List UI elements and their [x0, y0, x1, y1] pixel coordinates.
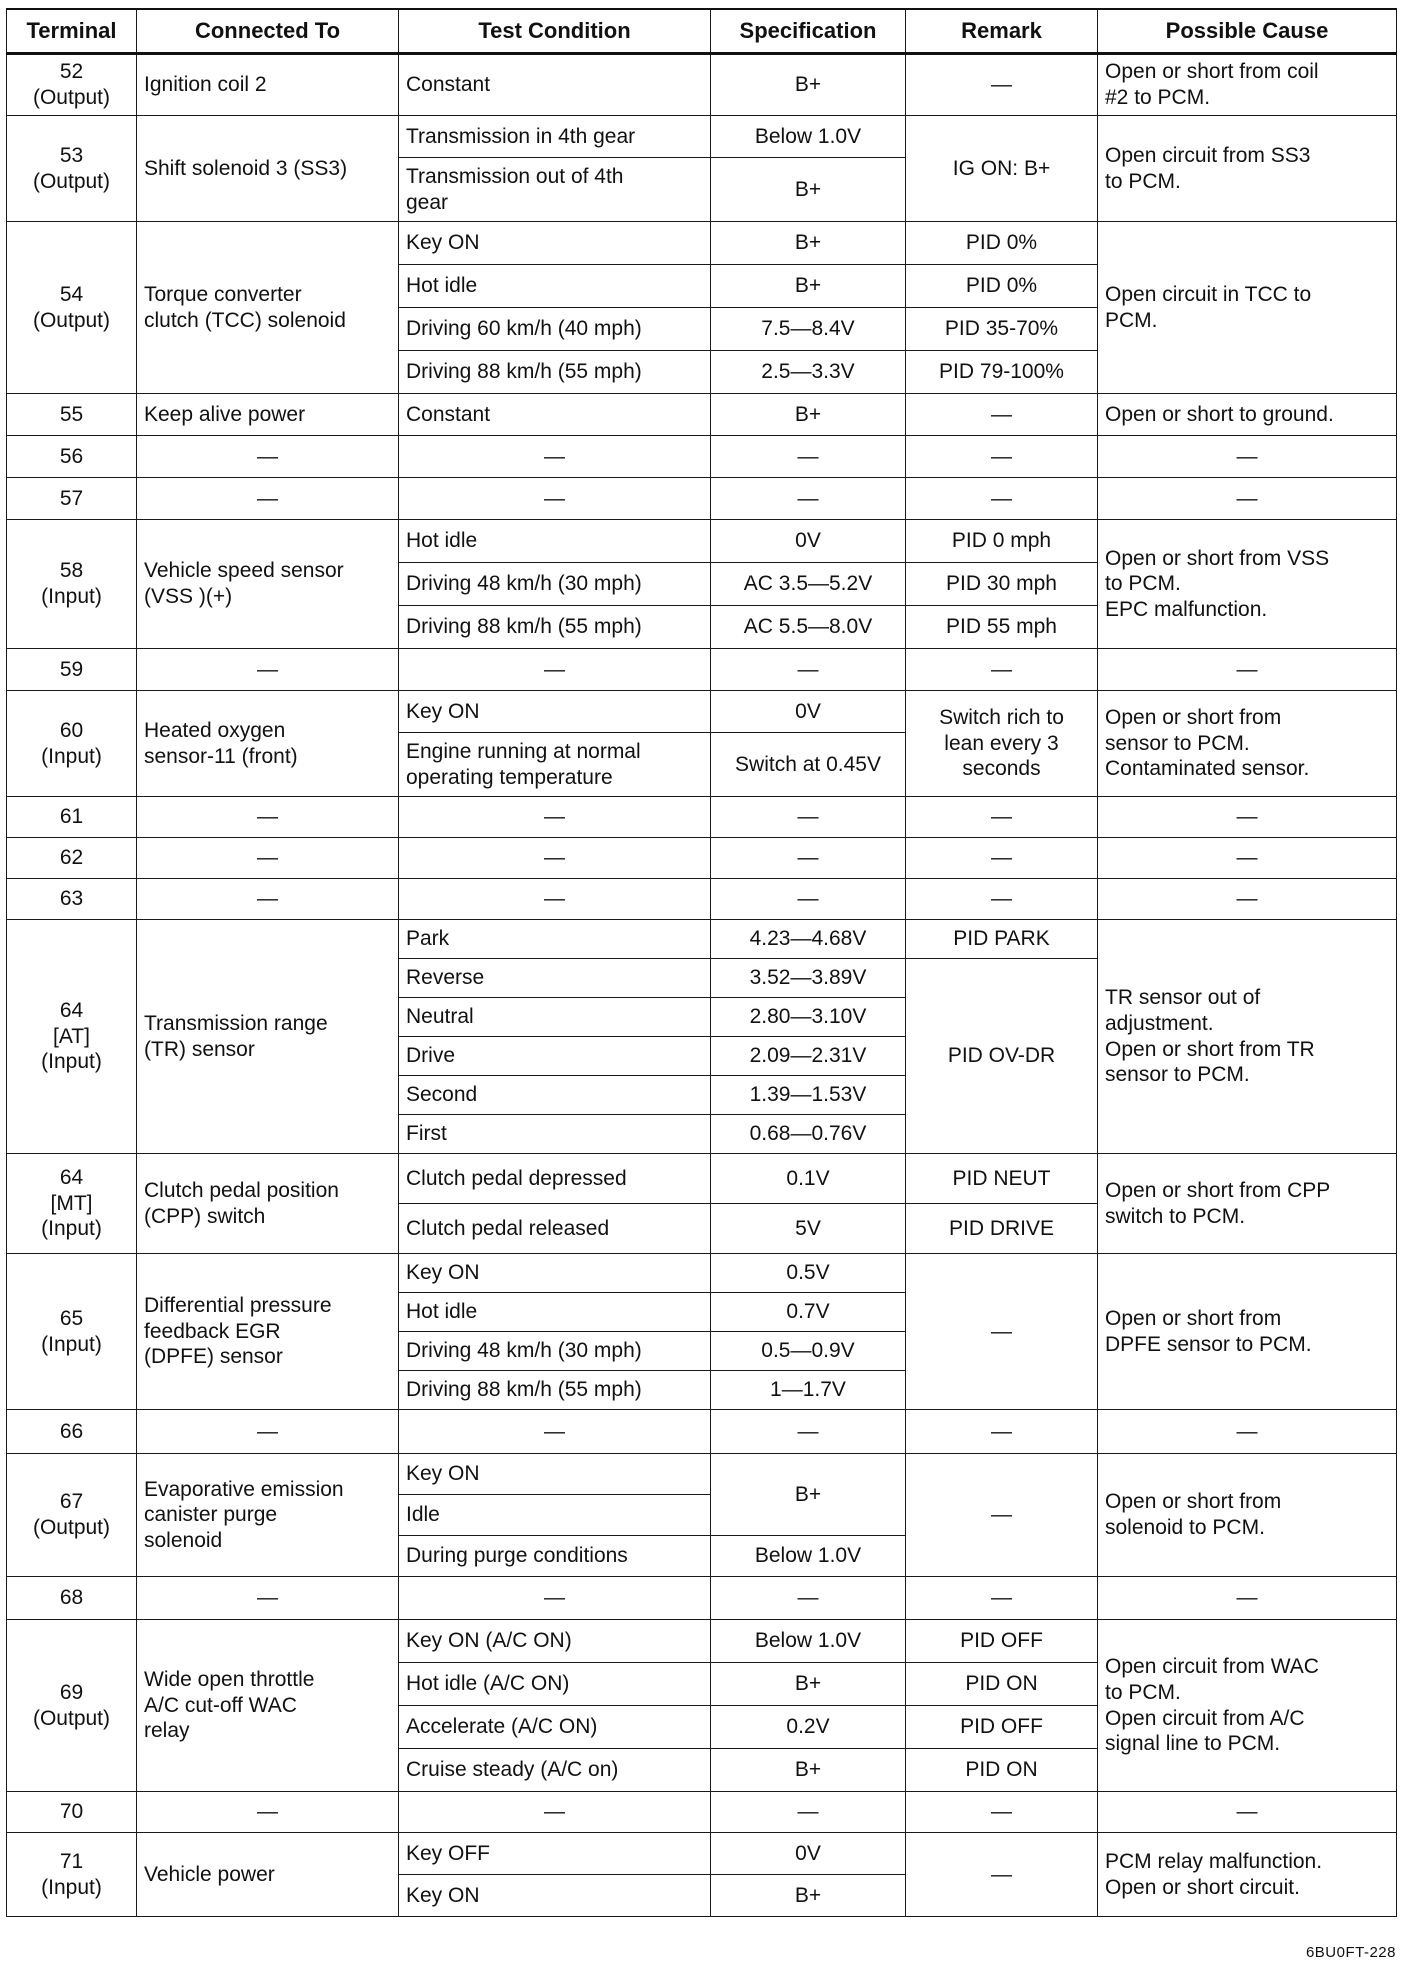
terminal-cell: 63 [7, 879, 137, 920]
cause-cell [1098, 54, 1397, 116]
cause-line: TR sensor out of [1105, 986, 1261, 1010]
terminal-cell [7, 691, 137, 797]
terminal-type: (Output) [32, 1706, 111, 1730]
spec-cell: 2.5—3.3V [711, 351, 906, 394]
cause-cell: — [1098, 478, 1397, 520]
spec-cell: Below 1.0V [711, 1620, 906, 1663]
terminal-cell: 59 [7, 649, 137, 691]
condition-cell: Second [399, 1076, 711, 1115]
terminal-cell: 55 [7, 394, 137, 436]
condition-cell: First [399, 1115, 711, 1154]
terminal-cell: 62 [7, 838, 137, 879]
cause-cell [1098, 1154, 1397, 1254]
remark-cell: PID OFF [906, 1706, 1098, 1749]
condition-line: gear [406, 190, 449, 214]
remark-cell: PID 0 mph [906, 520, 1098, 563]
spec-cell: B+ [711, 1875, 906, 1917]
connected-cell: — [137, 797, 399, 838]
condition-cell: — [399, 436, 711, 478]
condition-cell: Transmission in 4th gear [399, 116, 711, 158]
condition-cell: Hot idle [399, 265, 711, 308]
condition-cell: Driving 88 km/h (55 mph) [399, 351, 711, 394]
cause-cell [1098, 520, 1397, 649]
spec-cell: 1.39—1.53V [711, 1076, 906, 1115]
terminal-number: 71 [59, 1849, 84, 1873]
table-row-60 [7, 691, 1397, 733]
terminal-type: (Output) [32, 308, 111, 332]
connected-line: Differential pressure [144, 1294, 332, 1318]
table-row-55 [7, 394, 1397, 436]
cause-cell [1098, 920, 1397, 1154]
terminal-cell [7, 54, 137, 116]
remark-cell: PID OFF [906, 1620, 1098, 1663]
cause-line: adjustment. [1105, 1011, 1214, 1035]
spec-cell: B+ [711, 54, 906, 116]
table-row-70 [7, 1792, 1397, 1833]
connected-cell: — [137, 649, 399, 691]
cause-cell: — [1098, 436, 1397, 478]
cause-line: to PCM. [1105, 169, 1181, 193]
remark-line: Switch rich to [939, 706, 1064, 730]
cause-line: to PCM. [1105, 1680, 1181, 1704]
remark-cell: — [906, 649, 1098, 691]
cause-line: Open circuit from SS3 [1105, 143, 1311, 167]
condition-cell: Idle [399, 1495, 711, 1536]
condition-cell: Constant [399, 54, 711, 116]
cause-cell [1098, 1454, 1397, 1577]
cause-line: Contaminated sensor. [1105, 757, 1310, 781]
spec-cell: Switch at 0.45V [711, 733, 906, 797]
connected-line: Evaporative emission [144, 1477, 344, 1501]
spec-cell: B+ [711, 222, 906, 265]
connected-line: Wide open throttle [144, 1668, 315, 1692]
spec-cell: B+ [711, 394, 906, 436]
cause-line: signal line to PCM. [1105, 1732, 1281, 1756]
condition-cell: During purge conditions [399, 1536, 711, 1577]
spec-cell: 7.5—8.4V [711, 308, 906, 351]
terminal-type: (Input) [41, 1332, 102, 1356]
cause-line: PCM. [1105, 308, 1158, 332]
spec-cell: 0V [711, 691, 906, 733]
remark-cell: — [906, 394, 1098, 436]
cause-line: Open circuit in TCC to [1105, 282, 1312, 306]
terminal-cell [7, 520, 137, 649]
connected-line: feedback EGR [144, 1319, 281, 1343]
table-row-64at [7, 920, 1397, 959]
terminal-variant: [AT] [53, 1024, 90, 1048]
cause-cell: — [1098, 879, 1397, 920]
condition-cell: Neutral [399, 998, 711, 1037]
remark-cell: — [906, 1792, 1098, 1833]
cause-line: to PCM. [1105, 572, 1181, 596]
condition-cell: Hot idle [399, 1293, 711, 1332]
condition-cell: Reverse [399, 959, 711, 998]
connected-cell [137, 1254, 399, 1410]
condition-cell: Key ON [399, 222, 711, 265]
connected-cell: — [137, 1577, 399, 1620]
pcm-terminal-table [6, 8, 1397, 1917]
spec-cell: 1—1.7V [711, 1371, 906, 1410]
header-row [7, 9, 1397, 54]
remark-line: seconds [962, 757, 1041, 781]
spec-cell: 0.2V [711, 1706, 906, 1749]
terminal-cell: 66 [7, 1410, 137, 1454]
spec-cell: — [711, 838, 906, 879]
terminal-cell [7, 1254, 137, 1410]
connected-cell: Vehicle power [137, 1833, 399, 1917]
connected-line: Vehicle speed sensor [144, 559, 344, 583]
connected-line: solenoid [144, 1528, 223, 1552]
condition-cell [399, 733, 711, 797]
condition-cell: Key ON [399, 1875, 711, 1917]
connected-line: Transmission range [144, 1011, 328, 1035]
table-row-65 [7, 1254, 1397, 1293]
terminal-type: (Output) [32, 1516, 111, 1539]
remark-cell: — [906, 1254, 1098, 1410]
remark-cell: PID 30 mph [906, 563, 1098, 606]
spec-cell: 4.23—4.68V [711, 920, 906, 959]
remark-cell: PID PARK [906, 920, 1098, 959]
connected-cell [137, 691, 399, 797]
connected-cell: — [137, 1410, 399, 1454]
condition-cell: Driving 88 km/h (55 mph) [399, 1371, 711, 1410]
spec-cell: B+ [711, 1663, 906, 1706]
spec-cell: — [711, 649, 906, 691]
remark-cell: — [906, 1454, 1098, 1577]
condition-cell: — [399, 879, 711, 920]
connected-cell: Shift solenoid 3 (SS3) [137, 116, 399, 222]
terminal-number: 65 [59, 1306, 84, 1330]
cause-line: Open or short from [1105, 706, 1282, 730]
terminal-cell [7, 222, 137, 394]
connected-line: (DPFE) sensor [144, 1345, 283, 1369]
table-row-61 [7, 797, 1397, 838]
spec-cell: — [711, 1410, 906, 1454]
spec-cell: Below 1.0V [711, 116, 906, 158]
remark-cell: — [906, 54, 1098, 116]
terminal-number: 54 [59, 282, 84, 306]
condition-cell [399, 158, 711, 222]
connected-cell: — [137, 478, 399, 520]
connected-cell: Keep alive power [137, 394, 399, 436]
remark-cell: PID 0% [906, 222, 1098, 265]
condition-cell: Driving 48 km/h (30 mph) [399, 1332, 711, 1371]
table-row-64mt [7, 1154, 1397, 1204]
condition-cell: — [399, 838, 711, 879]
terminal-type: (Input) [41, 1875, 102, 1899]
terminal-number: 67 [59, 1490, 84, 1514]
connected-line: relay [144, 1719, 190, 1743]
cause-cell: — [1098, 649, 1397, 691]
remark-line: lean every 3 [944, 731, 1059, 755]
terminal-type: (Input) [41, 1050, 102, 1074]
remark-cell: — [906, 1577, 1098, 1620]
connected-line: Torque converter [144, 282, 302, 306]
spec-cell: AC 5.5—8.0V [711, 606, 906, 649]
cause-cell: — [1098, 797, 1397, 838]
header-connected-to: Connected To [137, 9, 399, 54]
spec-cell: 0V [711, 520, 906, 563]
cause-cell: — [1098, 1410, 1397, 1454]
terminal-cell [7, 1833, 137, 1917]
remark-cell: — [906, 1410, 1098, 1454]
remark-cell [906, 691, 1098, 797]
terminal-cell: 57 [7, 478, 137, 520]
condition-cell: Key ON (A/C ON) [399, 1620, 711, 1663]
condition-cell: Constant [399, 394, 711, 436]
spec-cell: B+ [711, 265, 906, 308]
connected-cell [137, 1454, 399, 1577]
connected-cell: — [137, 879, 399, 920]
terminal-type: (Input) [41, 1217, 102, 1241]
condition-cell: Driving 60 km/h (40 mph) [399, 308, 711, 351]
spec-cell: 0V [711, 1833, 906, 1875]
condition-cell: — [399, 1577, 711, 1620]
spec-cell: 0.5V [711, 1254, 906, 1293]
connected-line: clutch (TCC) solenoid [144, 308, 346, 332]
table-row-62 [7, 838, 1397, 879]
spec-cell: Below 1.0V [711, 1536, 906, 1577]
connected-line: (CPP) switch [144, 1204, 266, 1228]
table-row-53 [7, 116, 1397, 158]
spec-cell: 0.1V [711, 1154, 906, 1204]
spec-cell: 0.68—0.76V [711, 1115, 906, 1154]
figure-code: 6BU0FT-228 [1305, 1944, 1396, 1961]
terminal-variant: [MT] [50, 1191, 93, 1215]
cause-line: Open circuit from WAC [1105, 1655, 1319, 1679]
remark-cell: — [906, 879, 1098, 920]
connected-cell: — [137, 436, 399, 478]
terminal-cell: 70 [7, 1792, 137, 1833]
spec-cell: — [711, 1577, 906, 1620]
connected-cell [137, 1620, 399, 1792]
spec-cell: 5V [711, 1204, 906, 1254]
condition-cell: Park [399, 920, 711, 959]
terminal-cell: 61 [7, 797, 137, 838]
condition-cell: — [399, 1410, 711, 1454]
condition-cell: Key OFF [399, 1833, 711, 1875]
table-row-69 [7, 1620, 1397, 1663]
terminal-cell: 68 [7, 1577, 137, 1620]
header-remark: Remark [906, 9, 1098, 54]
condition-cell: — [399, 797, 711, 838]
terminal-type: (Input) [41, 744, 102, 768]
remark-cell: PID NEUT [906, 1154, 1098, 1204]
spec-cell: 2.80—3.10V [711, 998, 906, 1037]
spec-cell: 0.5—0.9V [711, 1332, 906, 1371]
connected-cell: — [137, 838, 399, 879]
remark-cell: IG ON: B+ [906, 116, 1098, 222]
cause-line: Open or short from [1105, 1490, 1282, 1514]
cause-line: DPFE sensor to PCM. [1105, 1332, 1312, 1356]
condition-cell: Key ON [399, 1254, 711, 1293]
condition-line: Engine running at normal [406, 739, 641, 763]
condition-cell: — [399, 649, 711, 691]
connected-line: canister purge [144, 1503, 278, 1527]
condition-cell: — [399, 478, 711, 520]
cause-cell [1098, 1833, 1397, 1917]
spec-cell: B+ [711, 158, 906, 222]
spec-cell: 0.7V [711, 1293, 906, 1332]
spec-cell: 2.09—2.31V [711, 1037, 906, 1076]
spec-cell: — [711, 879, 906, 920]
cause-cell: Open or short to ground. [1098, 394, 1397, 436]
cause-cell: — [1098, 838, 1397, 879]
connected-line: Heated oxygen [144, 718, 286, 742]
remark-cell: PID DRIVE [906, 1204, 1098, 1254]
condition-cell: Hot idle [399, 520, 711, 563]
cause-line: sensor to PCM. [1105, 731, 1250, 755]
cause-cell [1098, 222, 1397, 394]
spec-cell: B+ [711, 1749, 906, 1792]
table-row-63 [7, 879, 1397, 920]
connected-line: sensor-11 (front) [144, 744, 298, 768]
condition-cell: Accelerate (A/C ON) [399, 1706, 711, 1749]
connected-line: (TR) sensor [144, 1037, 255, 1061]
cause-line: Open or short from [1105, 1306, 1282, 1330]
connected-line: (VSS )(+) [144, 585, 233, 608]
spec-cell: AC 3.5—5.2V [711, 563, 906, 606]
table-row-66 [7, 1410, 1397, 1454]
connected-cell [137, 1154, 399, 1254]
remark-cell: — [906, 838, 1098, 879]
remark-cell: PID 55 mph [906, 606, 1098, 649]
terminal-type: (Input) [41, 585, 102, 608]
condition-cell: Drive [399, 1037, 711, 1076]
table-row-71 [7, 1833, 1397, 1875]
remark-cell: — [906, 1833, 1098, 1917]
cause-cell: — [1098, 1792, 1397, 1833]
terminal-number: 64 [59, 1166, 84, 1190]
connected-line: Clutch pedal position [144, 1178, 339, 1202]
terminal-number: 69 [59, 1680, 84, 1704]
table-row-56 [7, 436, 1397, 478]
cause-line: #2 to PCM. [1105, 86, 1211, 109]
cause-cell: — [1098, 1577, 1397, 1620]
terminal-number: 52 [59, 60, 84, 84]
remark-cell: — [906, 797, 1098, 838]
terminal-cell [7, 1454, 137, 1577]
condition-cell: Driving 48 km/h (30 mph) [399, 563, 711, 606]
spec-cell: — [711, 1792, 906, 1833]
spec-cell: 3.52—3.89V [711, 959, 906, 998]
terminal-number: 60 [59, 718, 84, 742]
cause-line: Open or short circuit. [1105, 1875, 1300, 1899]
pcm-terminal-spec-sheet [6, 8, 1396, 1917]
header-terminal: Terminal [7, 9, 137, 54]
terminal-cell [7, 1620, 137, 1792]
spec-cell: — [711, 478, 906, 520]
cause-line: sensor to PCM. [1105, 1063, 1250, 1087]
cause-line: Open or short from CPP [1105, 1178, 1331, 1202]
connected-cell [137, 920, 399, 1154]
spec-cell: — [711, 797, 906, 838]
table-row-57 [7, 478, 1397, 520]
table-row-67 [7, 1454, 1397, 1495]
remark-cell: PID 35-70% [906, 308, 1098, 351]
header-possible-cause: Possible Cause [1098, 9, 1397, 54]
cause-cell [1098, 116, 1397, 222]
cause-cell [1098, 1620, 1397, 1792]
terminal-cell: 56 [7, 436, 137, 478]
cause-cell [1098, 691, 1397, 797]
connected-cell [137, 222, 399, 394]
remark-cell: PID ON [906, 1749, 1098, 1792]
condition-cell: Driving 88 km/h (55 mph) [399, 606, 711, 649]
condition-cell: — [399, 1792, 711, 1833]
terminal-number: 58 [59, 559, 84, 583]
cause-line: PCM relay malfunction. [1105, 1849, 1323, 1873]
cause-line: solenoid to PCM. [1105, 1516, 1265, 1539]
remark-cell: — [906, 478, 1098, 520]
cause-cell [1098, 1254, 1397, 1410]
remark-cell: PID ON [906, 1663, 1098, 1706]
connected-cell: Ignition coil 2 [137, 54, 399, 116]
table-row-54 [7, 222, 1397, 265]
remark-cell: PID 79-100% [906, 351, 1098, 394]
header-specification: Specification [711, 9, 906, 54]
condition-cell: Clutch pedal depressed [399, 1154, 711, 1204]
cause-line: switch to PCM. [1105, 1204, 1246, 1228]
terminal-cell [7, 116, 137, 222]
remark-cell: PID OV-DR [906, 959, 1098, 1154]
connected-line: A/C cut-off WAC [144, 1693, 297, 1717]
condition-line: operating temperature [406, 765, 613, 789]
connected-cell: — [137, 1792, 399, 1833]
spec-cell: B+ [711, 1454, 906, 1536]
terminal-number: 64 [59, 999, 84, 1023]
cause-line: Open or short from coil [1105, 60, 1319, 84]
terminal-type: (Output) [32, 86, 111, 109]
terminal-cell [7, 1154, 137, 1254]
condition-cell: Key ON [399, 1454, 711, 1495]
condition-cell: Key ON [399, 691, 711, 733]
remark-cell: — [906, 436, 1098, 478]
cause-line: Open or short from TR [1105, 1037, 1315, 1061]
spec-cell: — [711, 436, 906, 478]
header-test-condition: Test Condition [399, 9, 711, 54]
cause-line: Open circuit from A/C [1105, 1706, 1305, 1730]
condition-cell: Clutch pedal released [399, 1204, 711, 1254]
cause-line: EPC malfunction. [1105, 597, 1268, 621]
condition-line: Transmission out of 4th [406, 164, 624, 188]
terminal-type: (Output) [32, 169, 111, 193]
table-row-58 [7, 520, 1397, 563]
table-row-68 [7, 1577, 1397, 1620]
connected-cell [137, 520, 399, 649]
remark-cell: PID 0% [906, 265, 1098, 308]
cause-line: Open or short from VSS [1105, 546, 1330, 570]
table-row-59 [7, 649, 1397, 691]
terminal-cell [7, 920, 137, 1154]
table-row-52 [7, 54, 1397, 116]
condition-cell: Cruise steady (A/C on) [399, 1749, 711, 1792]
terminal-number: 53 [59, 143, 84, 167]
condition-cell: Hot idle (A/C ON) [399, 1663, 711, 1706]
